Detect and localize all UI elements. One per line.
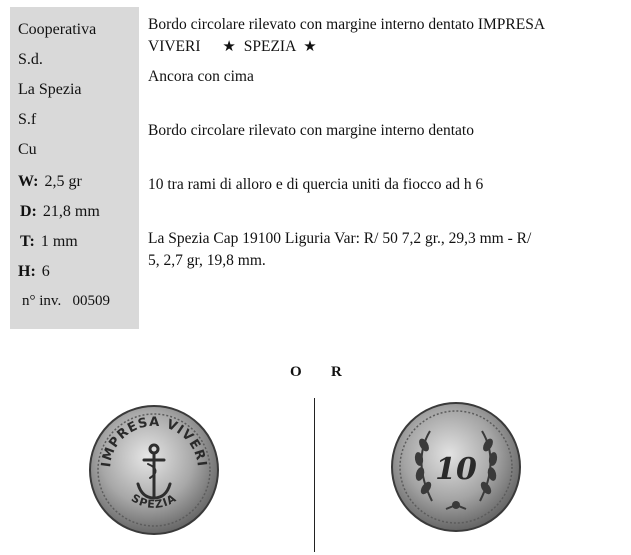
notes-line1: La Spezia Cap 19100 Liguria Var: R/ 50 7,2 gr., 29,3 mm - R/ bbox=[148, 230, 532, 247]
thickness-label: T: bbox=[20, 233, 35, 250]
obverse-coin-bottom: SPEZIA bbox=[128, 491, 180, 512]
divider bbox=[314, 398, 315, 552]
diameter-value: 21,8 mm bbox=[42, 203, 100, 220]
reverse-coin-image bbox=[390, 401, 522, 533]
thickness-value: 1 mm bbox=[40, 233, 78, 250]
obverse-coin-image bbox=[88, 404, 220, 536]
notes bbox=[148, 228, 618, 272]
thickness-row bbox=[20, 233, 78, 251]
weight-value: 2,5 gr bbox=[44, 173, 82, 190]
diameter-row bbox=[20, 203, 100, 221]
reverse-type: 10 tra rami di alloro e di quercia uniti da fiocco ad h 6 bbox=[148, 176, 484, 193]
diameter-label: D: bbox=[20, 203, 37, 220]
weight-label: W: bbox=[18, 173, 39, 190]
reverse-coin-value: 10 bbox=[435, 452, 477, 487]
obverse-legend-line1: Bordo circolare rilevato con margine interno dentato IMPRESA bbox=[148, 16, 546, 33]
obverse-side-label: O bbox=[290, 364, 302, 380]
date-text: S.d. bbox=[18, 51, 43, 68]
issuer-text: Cooperativa bbox=[18, 21, 97, 38]
obverse-coin-legend: IMPRESA VIVERI bbox=[99, 414, 209, 468]
notes-line2: 5, 2,7 gr, 19,8 mm. bbox=[148, 252, 266, 269]
type-text: S.f bbox=[18, 111, 37, 128]
obverse-type: Ancora con cima bbox=[148, 68, 254, 85]
legend-word-viveri: VIVERI bbox=[148, 38, 201, 55]
axis-row bbox=[18, 263, 50, 281]
city-text: La Spezia bbox=[18, 81, 82, 98]
star-icon: ★ bbox=[303, 39, 317, 55]
obverse-legend bbox=[148, 14, 618, 58]
metal-text: Cu bbox=[18, 141, 37, 158]
reverse-legend: Bordo circolare rilevato con margine interno dentato bbox=[148, 122, 474, 139]
reverse-side-label: R bbox=[331, 364, 342, 380]
star-icon: ★ bbox=[222, 39, 236, 55]
axis-label: H: bbox=[18, 263, 36, 280]
weight-row bbox=[18, 173, 82, 191]
obverse-legend-line2 bbox=[148, 36, 618, 58]
inventory-text: n° inv. 00509 bbox=[22, 293, 110, 309]
axis-value: 6 bbox=[41, 263, 50, 280]
catalog-panel bbox=[10, 7, 139, 329]
legend-word-spezia: SPEZIA bbox=[243, 38, 296, 55]
